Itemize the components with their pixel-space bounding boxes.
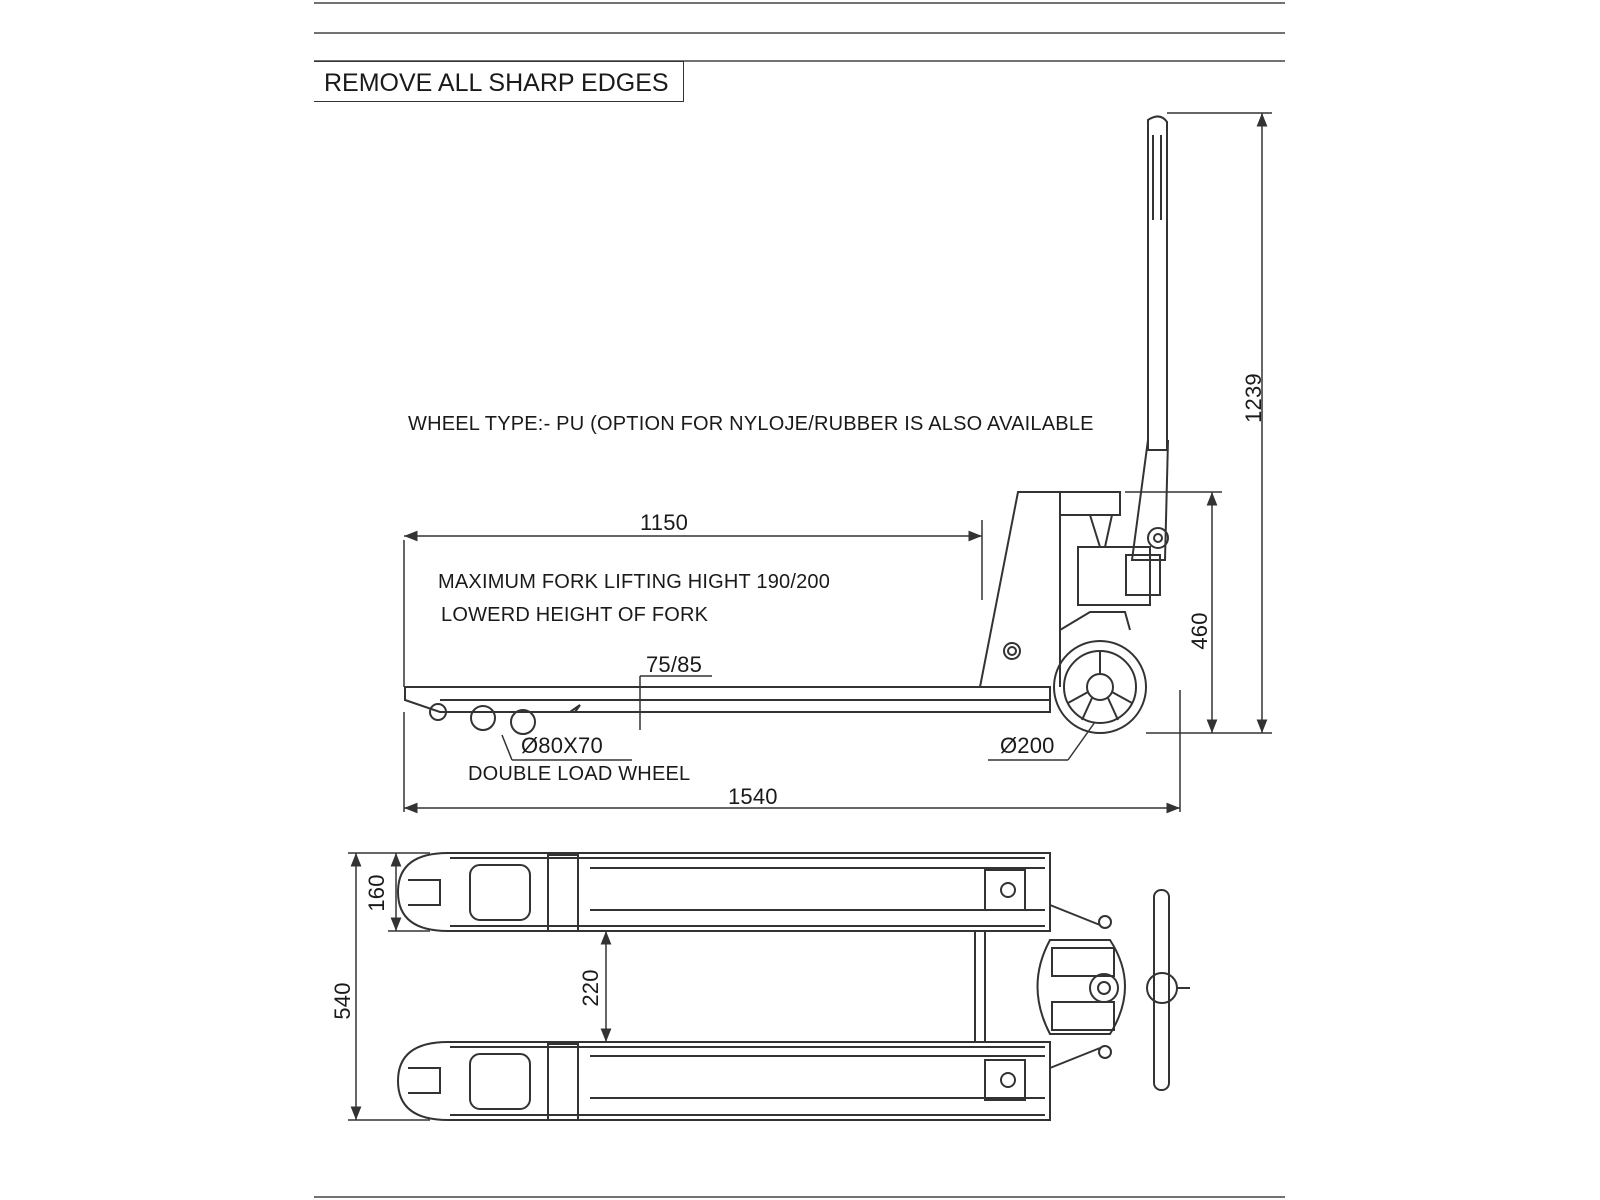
handle-grip bbox=[1153, 135, 1161, 220]
dim-overall-width: 540 bbox=[330, 982, 355, 1020]
dim-body-height: 460 bbox=[1187, 612, 1212, 650]
wheel-type-note: WHEEL TYPE:- PU (OPTION FOR NYLOJE/RUBBER IS ALSO AVAILABLE bbox=[408, 413, 1094, 435]
handle-lower bbox=[1132, 440, 1168, 560]
max-lift-note: MAXIMUM FORK LIFTING HIGHT 190/200 bbox=[438, 571, 831, 593]
dim-overall-length: 1540 bbox=[728, 784, 778, 809]
load-wheel-desc: DOUBLE LOAD WHEEL bbox=[468, 763, 691, 785]
handle-shaft bbox=[1148, 116, 1167, 450]
handle-top-view bbox=[1154, 890, 1169, 1090]
dim-inner-gap: 220 bbox=[578, 969, 603, 1007]
note-remove-sharp-edges: REMOVE ALL SHARP EDGES bbox=[314, 61, 684, 102]
pump-top bbox=[1018, 492, 1120, 515]
dim-lowered-height: 75/85 bbox=[646, 652, 703, 677]
chassis-frame bbox=[980, 492, 1060, 687]
title-block-lines bbox=[314, 3, 1285, 1197]
dim-fork-width: 160 bbox=[364, 874, 389, 912]
dim-steer-wheel: Ø200 bbox=[1000, 733, 1055, 758]
dim-handle-height: 1239 bbox=[1241, 373, 1266, 423]
lowered-height-note: LOWERD HEIGHT OF FORK bbox=[441, 604, 709, 626]
top-view-pallet-truck bbox=[398, 853, 1190, 1120]
bolt-icon bbox=[1004, 643, 1020, 659]
dim-fork-length: 1150 bbox=[640, 510, 689, 535]
load-wheel-2 bbox=[511, 710, 535, 734]
chassis-head bbox=[1038, 940, 1126, 1034]
dim-load-wheel: Ø80X70 bbox=[521, 733, 603, 758]
load-wheel-1 bbox=[471, 706, 495, 730]
